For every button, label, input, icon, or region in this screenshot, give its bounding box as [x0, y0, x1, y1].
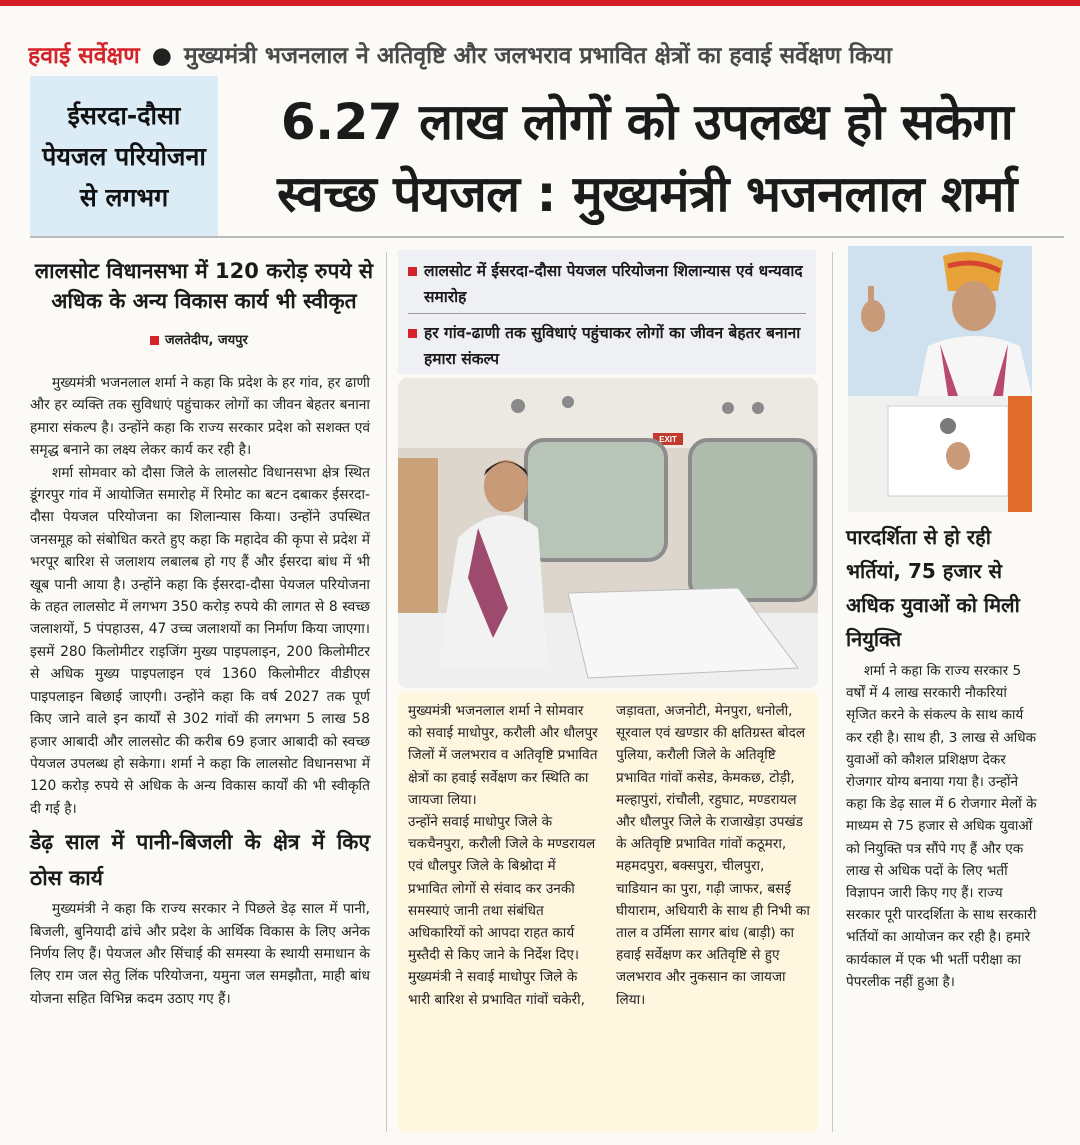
highlight-text: लालसोट में ईसरदा-दौसा पेयजल परियोजना शिलान्यास एवं धन्यवाद समारोह — [424, 262, 803, 306]
kicker-label: हवाई सर्वेक्षण — [28, 43, 140, 69]
headline-sidebox — [30, 76, 218, 236]
headline-line-1: 6.27 लाख लोगों को उपलब्ध हो सकेगा — [280, 93, 1014, 151]
highlight-item — [408, 258, 806, 310]
article-paragraph: शर्मा सोमवार को दौसा जिले के लालसोट विधानसभा क्षेत्र स्थित डूंगरपुर गांव में आयोजित समारोह में रिमोट का बटन दबाकर ईसरदा-दौसा पेयजल परियोजना का शिलान्यास किया। उन्होंने उपस्थित जनसमूह को संबोधित करते हुए कहा कि महादेव की कृपा से प्रदेश में भरपूर बारिश से जलाशय लबालब हो गए हैं और ईसरदा बांध में भी खूब पानी आया है। उन्होंने कहा कि ईसरदा-दौसा पेयजल परियोजना के तहत लालसोट में लगभग 350 करोड़ रुपये की लागत से 8 स्वच्छ जलाशयों, 5 पंपहाउस, 47 उच्च जलाशयों का निर्माण किया जाएगा। इसमें 280 किलोमीटर राइजिंग मुख्य पाइपलाइन, 200 किलोमीटर से अधिक मुख्य पाइपलाइन एवं 1360 किलोमीटर वीडीएस पाइपलाइन बिछाई जाएगी। उन्होंने कहा कि वर्ष 2027 तक पूर्ण किए जाने वाले इन कार्यों से 302 गांवों की लगभग 5 लाख 58 हजार आबादी और लालसोट की करीब 69 हजार आबादी को स्वच्छ पेयजल उपलब्ध हो सकेगा। शर्मा ने कहा कि लालसोट विधानसभा में 120 करोड़ रुपये से अधिक के अन्य विकास कार्यों की भी स्वीकृति दी गई है। — [30, 464, 370, 817]
caption-paragraph: मुख्यमंत्री ने सवाई माधोपुर जिले के भारी बारिश से प्रभावित गांवों चकेरी, — [408, 969, 585, 1008]
article-paragraph: मुख्यमंत्री ने कहा कि राज्य सरकार ने पिछले डेढ़ साल में पानी, बिजली, बुनियादी ढांचे और प्रदेश के आर्थिक विकास के लिए अनेक निर्णय लिए हैं। पेयजल और सिंचाई की समस्या के स्थायी समाधान के लिए राम जल सेतु लिंक परियोजना, यमुना जल समझौता, माही बांध योजना सहित विभिन्न कदम उठाए गए हैं। — [30, 901, 370, 1007]
bullet-marker — [408, 329, 417, 338]
photo-caption-box — [398, 692, 818, 1132]
exit-sign: EXIT — [659, 435, 677, 444]
right-column-heading: पारदर्शिता से हो रही भर्तियां, 75 हजार से अधिक युवाओं को मिली नियुक्ति — [846, 525, 1020, 651]
bullet-divider — [408, 313, 806, 314]
column-divider — [386, 252, 387, 1132]
column-divider — [832, 252, 833, 1132]
speaker-photo — [848, 246, 1032, 512]
byline-text: जलतेदीप, जयपुर — [165, 333, 248, 348]
caption-column-1 — [408, 700, 598, 1011]
caption-column-2 — [616, 700, 810, 1011]
highlights-box — [398, 250, 816, 374]
highlight-item — [408, 320, 806, 372]
byline-marker — [150, 336, 159, 345]
top-red-bar — [0, 0, 1080, 6]
highlight-text: हर गांव-ढाणी तक सुविधाएं पहुंचाकर लोगों का जीवन बेहतर बनाना हमारा संकल्प — [424, 324, 801, 368]
article-paragraph: मुख्यमंत्री भजनलाल शर्मा ने कहा कि प्रदेश के हर गांव, हर ढाणी और हर व्यक्ति तक सुविधाएं पहुंचाकर लोगों का जीवन बेहतर बनाना हमारा संकल्प है। उन्होंने कहा कि राज्य सरकार प्रदेश को सशक्त एवं समृद्ध बनाने का लक्ष्य लेकर कार्य कर रही है। — [30, 375, 370, 459]
kicker-line — [28, 38, 1068, 74]
subheadline: लालसोट विधानसभा में 120 करोड़ रुपये से अधिक के अन्य विकास कार्य भी स्वीकृत — [34, 259, 374, 313]
helicopter-photo — [398, 378, 818, 688]
bullet-marker — [408, 267, 417, 276]
helicopter-cabin-illustration — [398, 378, 818, 688]
article-column — [30, 372, 370, 1132]
headline-line-2: स्वच्छ पेयजल : मुख्यमंत्री भजनलाल शर्मा — [277, 165, 1017, 223]
speaker-illustration — [848, 246, 1032, 512]
kicker-text: मुख्यमंत्री भजनलाल ने अतिवृष्टि और जलभराव प्रभावित क्षेत्रों का हवाई सर्वेक्षण किया — [183, 43, 892, 69]
divider — [30, 236, 1064, 238]
right-column-body: शर्मा ने कहा कि राज्य सरकार 5 वर्षों में 4 लाख सरकारी नौकरियां सृजित करने के संकल्प के साथ कार्य कर रही है। साथ ही, 3 लाख से अधिक युवाओं को कौशल प्रशिक्षण देकर रोजगार योग्य बनाया गया है। उन्होंने कहा कि डेढ़ साल में 6 रोजगार मेलों के माध्यम से 75 हजार से अधिक युवाओं को नियुक्ति पत्र सौंपे गए हैं और एक लाख से अधिक पदों के लिए भर्ती विज्ञापन जारी किए गए हैं। राज्य सरकार पूरी पारदर्शिता के साथ सरकारी भर्तियों का आयोजन कर रही है। हमारे कार्यकाल में एक भी भर्ती परीक्षा का पेपरलीक नहीं हुआ है। — [846, 663, 1037, 990]
main-headline — [232, 86, 1062, 226]
caption-paragraph: उन्होंने सवाई माधोपुर जिले के चकचैनपुरा, करौली जिले के मण्डरायल एवं धौलपुर जिले के बिश्नोदा में प्रभावित लोगों से संवाद कर उनकी समस्याएं जानी तथा संबंधित अधिकारियों को आपदा राहत कार्य मुस्तैदी से किए जाने के निर्देश दिए। — [408, 814, 596, 964]
sidebox-text: ईसरदा-दौसा पेयजल परियोजना से लगभग — [42, 100, 206, 212]
section-heading: डेढ़ साल में पानी-बिजली के क्षेत्र में किए ठोस कार्य — [30, 830, 370, 891]
kicker-bullet: ● — [151, 43, 172, 69]
byline — [150, 330, 350, 348]
caption-paragraph: मुख्यमंत्री भजनलाल शर्मा ने सोमवार को सवाई माधोपुर, करौली और धौलपुर जिलों में जलभराव व अतिवृष्टि प्रभावित क्षेत्रों का हवाई सर्वेक्षण कर स्थिति का जायजा लिया। — [408, 703, 598, 808]
caption-paragraph: जड़ावता, अजनोटी, मेनपुरा, धनोली, सूरवाल एवं खण्डार की क्षतिग्रस्त बोदल पुलिया, करौली जिले के अतिवृष्टि प्रभावित गांवों कसेड, केमकछ, टोड़ी, मल्हापुरां, रांचौली, रहुघाट, मण्डरायल और धौलपुर जिले के राजाखेड़ा उपखंड के अतिवृष्टि प्रभावित गांवों कठूमरा, महमदपुरा, बक्सपुरा, चीलपुरा, चाडियान का पुरा, गढ़ी जाफर, बसई घीयाराम, अधियारी के साथ ही निभी का ताल व उर्मिला सागर बांध (बाड़ी) का हवाई सर्वेक्षण कर अतिवृष्टि से हुए जलभराव और नुकसान का जायजा लिया। — [616, 703, 810, 1008]
